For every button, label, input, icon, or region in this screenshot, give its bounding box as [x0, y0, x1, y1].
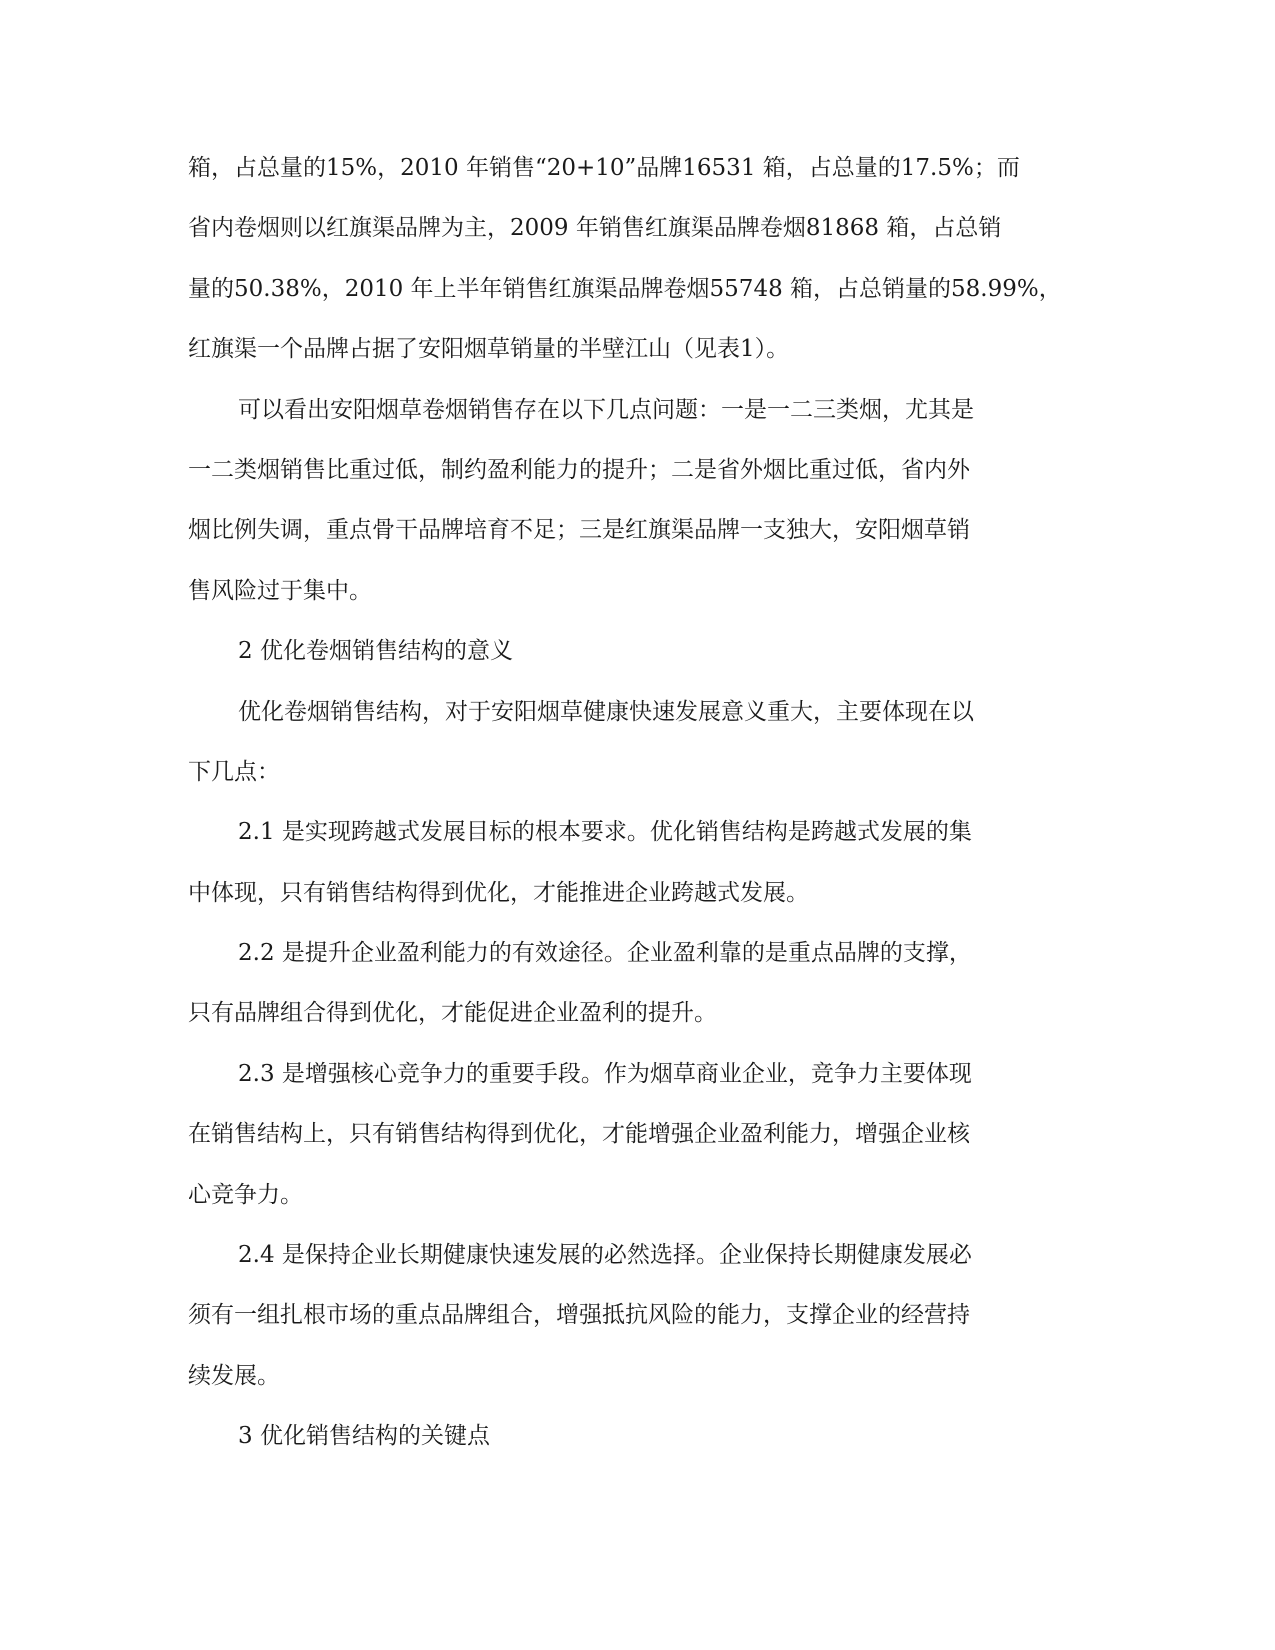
- subsection-2-3-line: 2.3 是增强核心竞争力的重要手段。作为烟草商业企业，竞争力主要体现: [238, 1060, 972, 1087]
- body-line: 烟比例失调，重点骨干品牌培育不足；三是红旗渠品牌一支独大，安阳烟草销: [188, 517, 970, 544]
- body-line: 箱，占总量的15%，2010 年销售“20+10”品牌16531 箱，占总量的17.5%；而: [188, 155, 1020, 181]
- body-line: 须有一组扎根市场的重点品牌组合，增强抵抗风险的能力，支撑企业的经营持: [188, 1302, 970, 1329]
- subsection-2-4-line: 2.4 是保持企业长期健康快速发展的必然选择。企业保持长期健康发展必: [238, 1242, 972, 1269]
- subsection-2-2-line: 2.2 是提升企业盈利能力的有效途径。企业盈利靠的是重点品牌的支撑，: [238, 940, 972, 967]
- body-line: 量的50.38%，2010 年上半年销售红旗渠品牌卷烟55748 箱，占总销量的58.99%，: [188, 275, 1062, 302]
- document-body: [188, 138, 1068, 1467]
- body-line: 中体现，只有销售结构得到优化，才能推进企业跨越式发展。: [188, 879, 809, 906]
- body-line: 一二类烟销售比重过低，制约盈利能力的提升；二是省外烟比重过低，省内外: [188, 456, 970, 483]
- body-line: 续发展。: [188, 1362, 280, 1389]
- body-line: 只有品牌组合得到优化，才能促进企业盈利的提升。: [188, 1000, 717, 1027]
- subsection-2-1-line: 2.1 是实现跨越式发展目标的根本要求。优化销售结构是跨越式发展的集: [238, 819, 972, 846]
- body-line: 红旗渠一个品牌占据了安阳烟草销量的半壁江山（见表1）。: [188, 336, 790, 363]
- body-line: 心竞争力。: [188, 1181, 303, 1208]
- section-heading-3: 3 优化销售结构的关键点: [238, 1423, 490, 1450]
- body-line: 下几点：: [188, 758, 280, 785]
- body-line: 售风险过于集中。: [188, 577, 372, 604]
- paragraph-start-line: 可以看出安阳烟草卷烟销售存在以下几点问题：一是一二三类烟，尤其是: [238, 396, 974, 423]
- body-line: 在销售结构上，只有销售结构得到优化，才能增强企业盈利能力，增强企业核: [188, 1121, 970, 1148]
- section-heading-2: 2 优化卷烟销售结构的意义: [238, 638, 513, 665]
- paragraph-start-line: 优化卷烟销售结构，对于安阳烟草健康快速发展意义重大，主要体现在以: [238, 698, 974, 725]
- body-line: 省内卷烟则以红旗渠品牌为主，2009 年销售红旗渠品牌卷烟81868 箱，占总销: [188, 215, 1002, 242]
